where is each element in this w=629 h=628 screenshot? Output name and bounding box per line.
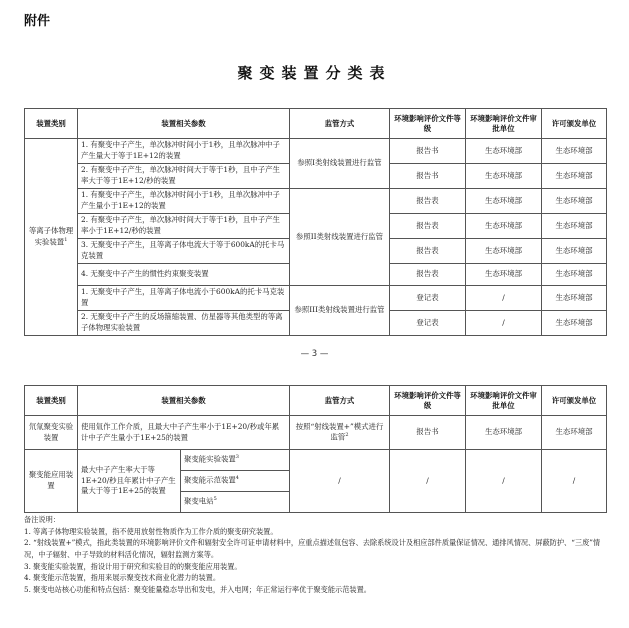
license-cell: 生态环境部 bbox=[542, 164, 607, 189]
eia-level-cell: 报告表 bbox=[390, 189, 466, 214]
classification-table-2 bbox=[24, 385, 607, 513]
category-cell: 等离子体物理实验装置$^1$ bbox=[25, 139, 78, 336]
param-cell: 2. 有聚变中子产生，单次脉冲时间大于等于1秒，且中子产生率大于等于1E+12/秒的装置 bbox=[78, 164, 290, 189]
subtype-cell: 聚变能示范装置$^4$ bbox=[181, 471, 290, 492]
param-cell: 3. 无聚变中子产生，且等离子体电流大于等于600kA的托卡马克装置 bbox=[78, 239, 290, 264]
eia-authority-cell: 生态环境部 bbox=[466, 214, 542, 239]
param-cell: 1. 有聚变中子产生，单次脉冲时间小于1秒，且单次脉冲中子产生量小于1E+12的装置 bbox=[78, 189, 290, 214]
license-cell: 生态环境部 bbox=[542, 416, 607, 450]
note-item: 1. 等离子体物理实验装置，指不使用放射性物质作为工作介质的聚变研究装置。 bbox=[24, 526, 278, 536]
subtype-cell: 聚变电站$^5$ bbox=[181, 492, 290, 513]
param-cell: 1. 有聚变中子产生，单次脉冲时间小于1秒，且单次脉冲中子产生量大于等于1E+12的装置 bbox=[78, 139, 290, 164]
supervision-cell: 参照II类射线装置进行监管 bbox=[290, 189, 390, 286]
license-cell: 生态环境部 bbox=[542, 311, 607, 336]
header-license-authority: 许可颁发单位 bbox=[542, 386, 607, 416]
eia-level-cell: 报告表 bbox=[390, 264, 466, 286]
eia-authority-cell: / bbox=[466, 311, 542, 336]
note-item: 5. 聚变电站核心功能和特点包括：聚变能量稳态导出和发电，并入电网；年正常运行率优于聚变能示范装置。 bbox=[24, 584, 371, 594]
supervision-cell: 参照III类射线装置进行监管 bbox=[290, 286, 390, 336]
eia-level-cell: 登记表 bbox=[390, 311, 466, 336]
license-cell: / bbox=[542, 450, 607, 513]
eia-authority-cell: 生态环境部 bbox=[466, 264, 542, 286]
license-cell: 生态环境部 bbox=[542, 214, 607, 239]
eia-authority-cell: 生态环境部 bbox=[466, 416, 542, 450]
subtype-cell: 聚变能实验装置$^3$ bbox=[181, 450, 290, 471]
header-params: 装置相关参数 bbox=[78, 109, 290, 139]
notes-section bbox=[24, 514, 614, 596]
param-cell: 2. 有聚变中子产生，单次脉冲时间大于等于1秒，且中子产生率小于1E+12/秒的装置 bbox=[78, 214, 290, 239]
eia-authority-cell: / bbox=[466, 450, 542, 513]
header-eia-authority: 环境影响评价文件审批单位 bbox=[466, 386, 542, 416]
note-item: 3. 聚变能实验装置，指设计用于研究和实验目的的聚变能应用装置。 bbox=[24, 561, 242, 571]
page-title: 聚变装置分类表 bbox=[237, 64, 392, 82]
table-row bbox=[25, 416, 607, 450]
supervision-cell: / bbox=[290, 450, 390, 513]
supervision-cell: 按照“射线装置+”模式进行监管$^2$ bbox=[290, 416, 390, 450]
notes-heading: 备注说明： bbox=[24, 515, 60, 524]
category-cell: 聚变能应用装置 bbox=[25, 450, 78, 513]
header-supervision: 监管方式 bbox=[290, 386, 390, 416]
license-cell: 生态环境部 bbox=[542, 264, 607, 286]
header-params: 装置相关参数 bbox=[78, 386, 290, 416]
param-cell: 使用氚作工作介质，且最大中子产生率小于1E+20/秒或年累计中子产生量小于1E+25的装置 bbox=[78, 416, 290, 450]
header-supervision: 监管方式 bbox=[290, 109, 390, 139]
note-item: 2. “射线装置+”模式，指此类装置的环境影响评价文件和辐射安全许可证申请材料中，应重点描述氚包容、去除系统设计及相应部件质量保证情况、通排风情况、屏蔽防护、“三废”情况，中子辐射、中子导致的材料活化情况，辐射监测方案等。 bbox=[24, 538, 601, 559]
eia-level-cell: 报告书 bbox=[390, 416, 466, 450]
license-cell: 生态环境部 bbox=[542, 189, 607, 214]
eia-authority-cell: 生态环境部 bbox=[466, 189, 542, 214]
param-cell: 1. 无聚变中子产生，且等离子体电流小于600kA的托卡马克装置 bbox=[78, 286, 290, 311]
eia-level-cell: 报告书 bbox=[390, 139, 466, 164]
param-cell: 最大中子产生率大于等1E+20/秒且年累计中子产生量大于等于1E+25的装置 bbox=[78, 450, 181, 513]
eia-level-cell: 报告书 bbox=[390, 164, 466, 189]
eia-authority-cell: / bbox=[466, 286, 542, 311]
header-eia-level: 环境影响评价文件等级 bbox=[390, 109, 466, 139]
header-license-authority: 许可颁发单位 bbox=[542, 109, 607, 139]
classification-table-1 bbox=[24, 108, 607, 336]
eia-level-cell: 报告表 bbox=[390, 214, 466, 239]
category-cell: 氘氚聚变实验装置 bbox=[25, 416, 78, 450]
page-number: — 3 — bbox=[300, 349, 329, 359]
supervision-cell: 参照I类射线装置进行监管 bbox=[290, 139, 390, 189]
attachment-label: 附件 bbox=[24, 14, 51, 29]
table-row bbox=[25, 139, 607, 164]
header-eia-authority: 环境影响评价文件审批单位 bbox=[466, 109, 542, 139]
param-cell: 4. 无聚变中子产生的惯性约束聚变装置 bbox=[78, 264, 290, 286]
table-row bbox=[25, 286, 607, 311]
header-category: 装置类别 bbox=[25, 386, 78, 416]
eia-authority-cell: 生态环境部 bbox=[466, 139, 542, 164]
license-cell: 生态环境部 bbox=[542, 286, 607, 311]
table-row bbox=[25, 450, 607, 471]
license-cell: 生态环境部 bbox=[542, 239, 607, 264]
eia-authority-cell: 生态环境部 bbox=[466, 164, 542, 189]
eia-level-cell: 报告表 bbox=[390, 239, 466, 264]
license-cell: 生态环境部 bbox=[542, 139, 607, 164]
eia-level-cell: / bbox=[390, 450, 466, 513]
eia-level-cell: 登记表 bbox=[390, 286, 466, 311]
header-category: 装置类别 bbox=[25, 109, 78, 139]
table-row bbox=[25, 189, 607, 214]
note-item: 4. 聚变能示范装置，指用来展示聚变技术商业化潜力的装置。 bbox=[24, 573, 221, 583]
param-cell: 2. 无聚变中子产生的反场箍缩装置、仿星器等其他类型的等离子体物理实验装置 bbox=[78, 311, 290, 336]
header-eia-level: 环境影响评价文件等级 bbox=[390, 386, 466, 416]
eia-authority-cell: 生态环境部 bbox=[466, 239, 542, 264]
